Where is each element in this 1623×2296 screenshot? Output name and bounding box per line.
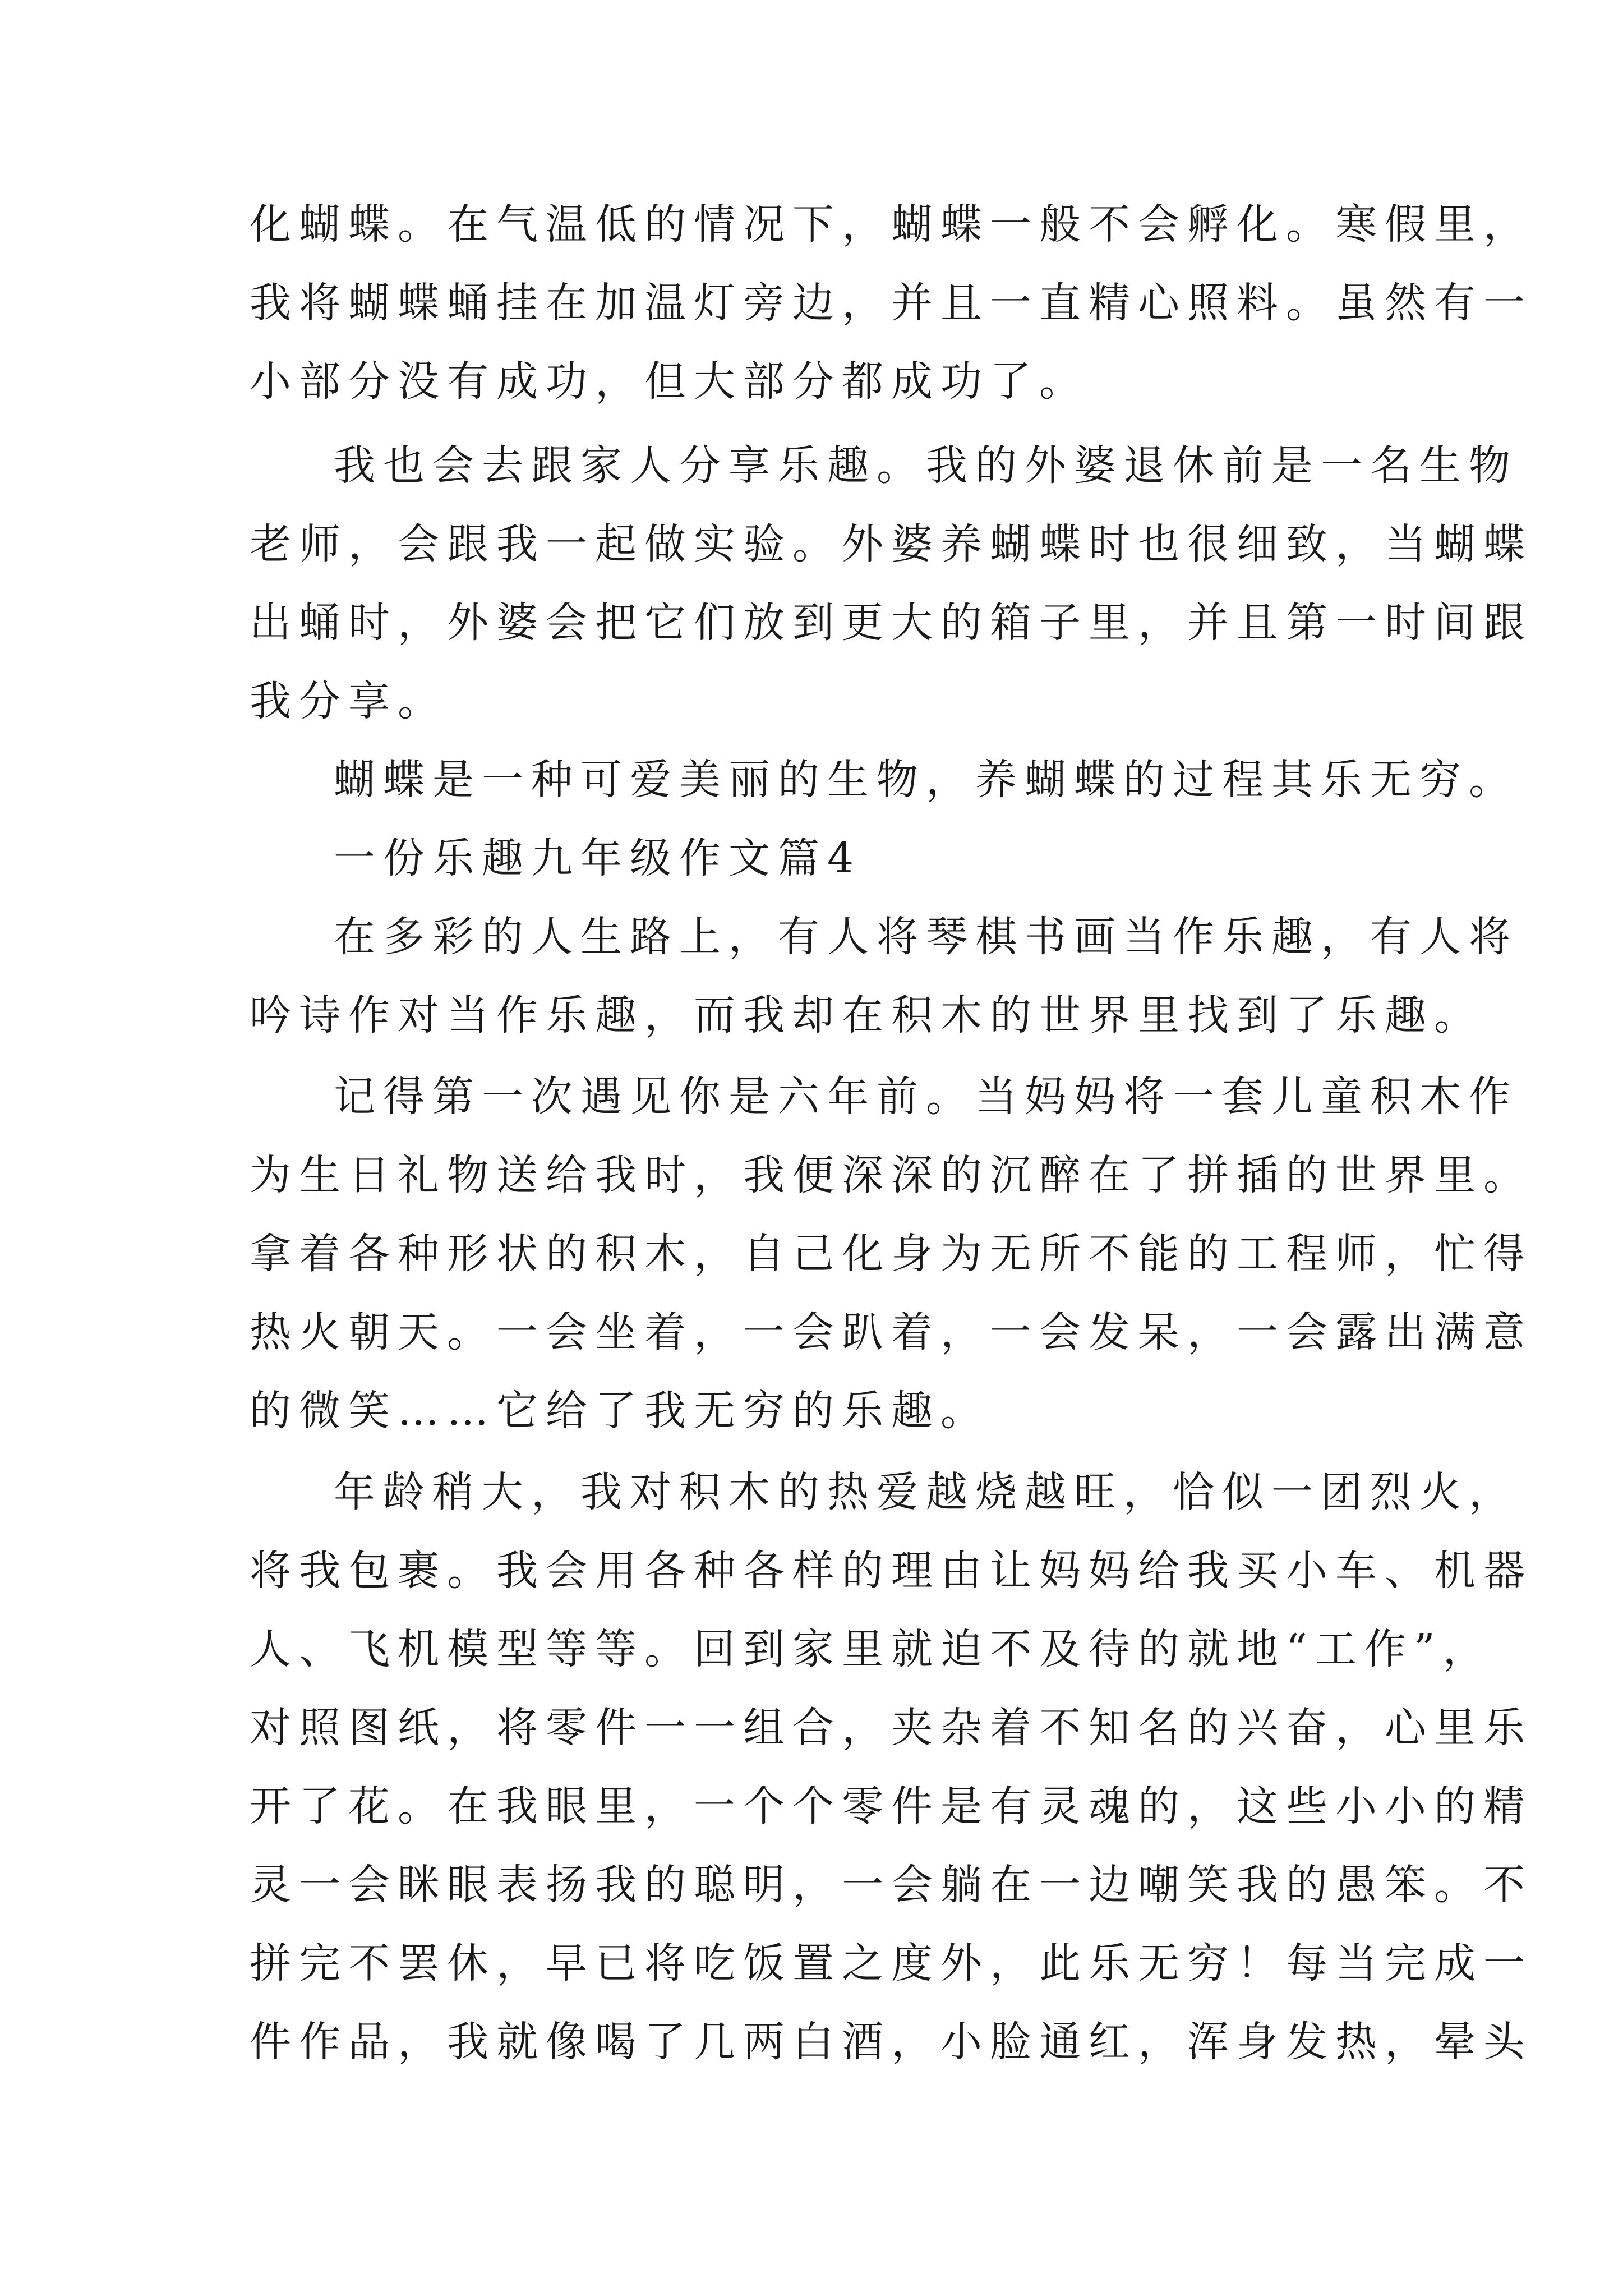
text-line-22: 灵一会眯眼表扬我的聪明，一会躺在一边嘲笑我的愚笨。不 xyxy=(250,1861,1533,1909)
text-line-7: 我分享。 xyxy=(250,677,447,725)
text-line-2: 我将蝴蝶蛹挂在加温灯旁边，并且一直精心照料。虽然有一 xyxy=(250,279,1533,327)
text-line-13: 为生日礼物送给我时，我便深深的沉醉在了拼插的世界里。 xyxy=(250,1151,1533,1199)
text-line-17: 年龄稍大，我对积木的热爱越烧越旺，恰似一团烈火， xyxy=(334,1468,1518,1516)
text-line-14: 拿着各种形状的积木，自己化身为无所不能的工程师，忙得 xyxy=(250,1230,1533,1278)
text-line-21: 开了花。在我眼里，一个个零件是有灵魂的，这些小小的精 xyxy=(250,1782,1533,1830)
text-line-24: 件作品，我就像喝了几两白酒，小脸通红，浑身发热，晕头 xyxy=(250,2018,1533,2066)
text-line-5: 老师，会跟我一起做实验。外婆养蝴蝶时也很细致，当蝴蝶 xyxy=(250,520,1533,568)
text-line-18: 将我包裹。我会用各种各样的理由让妈妈给我买小车、机器 xyxy=(250,1547,1533,1595)
section-heading: 一份乐趣九年级作文篇4 xyxy=(334,834,862,882)
text-line-19: 人、飞机模型等等。回到家里就迫不及待的就地“工作”， xyxy=(250,1625,1492,1673)
text-line-15: 热火朝天。一会坐着，一会趴着，一会发呆，一会露出满意 xyxy=(250,1308,1533,1356)
text-line-6: 出蛹时，外婆会把它们放到更大的箱子里，并且第一时间跟 xyxy=(250,599,1533,647)
text-line-16: 的微笑……它给了我无穷的乐趣。 xyxy=(250,1387,990,1435)
text-line-10: 在多彩的人生路上，有人将琴棋书画当作乐趣，有人将 xyxy=(334,913,1518,961)
text-line-8: 蝴蝶是一种可爱美丽的生物，养蝴蝶的过程其乐无穷。 xyxy=(334,756,1518,804)
text-line-20: 对照图纸，将零件一一组合，夹杂着不知名的兴奋，心里乐 xyxy=(250,1704,1533,1752)
text-line-1: 化蝴蝶。在气温低的情况下，蝴蝶一般不会孵化。寒假里， xyxy=(250,200,1533,249)
text-line-12: 记得第一次遇见你是六年前。当妈妈将一套儿童积木作 xyxy=(334,1073,1518,1121)
text-line-3: 小部分没有成功，但大部分都成功了。 xyxy=(250,357,1089,406)
text-line-11: 吟诗作对当作乐趣，而我却在积木的世界里找到了乐趣。 xyxy=(250,991,1483,1039)
text-line-23: 拼完不罢休，早已将吃饭置之度外，此乐无穷！每当完成一 xyxy=(250,1939,1533,1987)
text-line-4: 我也会去跟家人分享乐趣。我的外婆退休前是一名生物 xyxy=(334,441,1518,490)
